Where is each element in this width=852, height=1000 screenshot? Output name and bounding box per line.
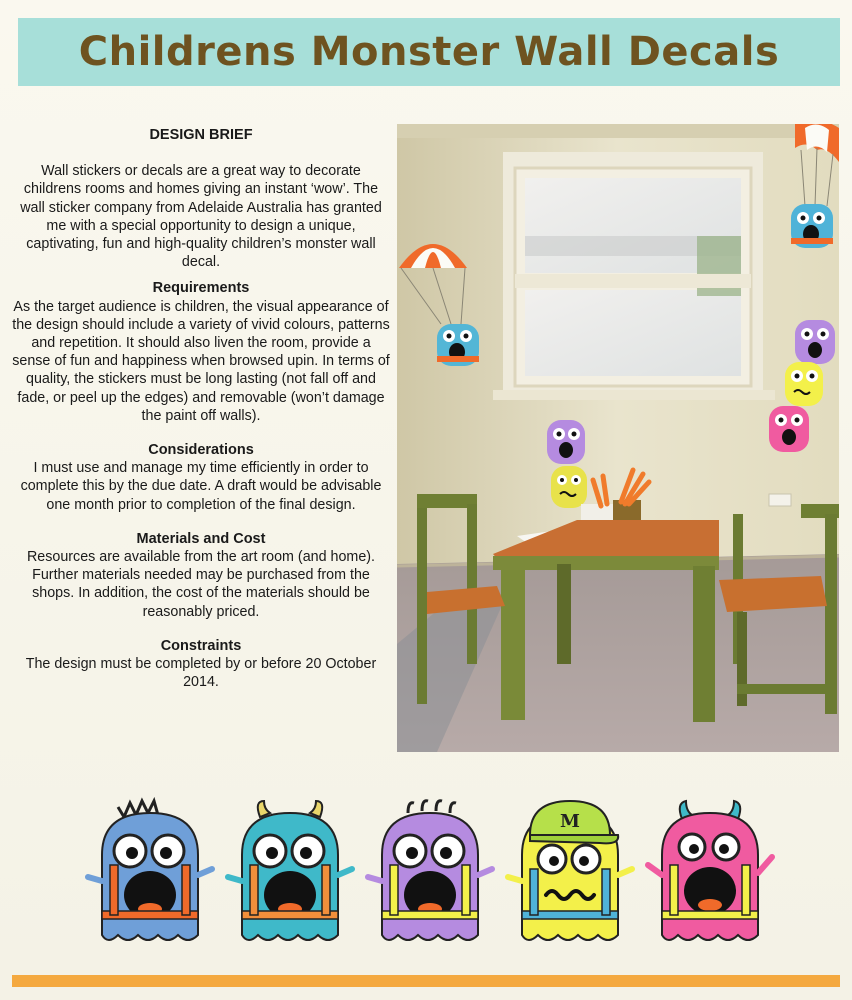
constraints-heading: Constraints bbox=[160, 637, 242, 654]
room-photo bbox=[397, 124, 839, 752]
monster-purple bbox=[360, 795, 500, 955]
bottom-accent-bar bbox=[12, 975, 840, 987]
design-brief-heading: DESIGN BRIEF bbox=[149, 127, 253, 143]
page-title: Childrens Monster Wall Decals bbox=[78, 29, 780, 75]
cap-letter: M bbox=[560, 811, 580, 832]
monster-teal bbox=[220, 795, 360, 955]
monster-pink bbox=[640, 795, 780, 955]
constraints-text: The design must be completed by or before 20 October 2014. bbox=[25, 656, 377, 691]
design-brief-text: Wall stickers or decals are a great way to decorate childrens rooms and homes giving an instant ‘wow’. The wall sticker company from Adelaide Australia has granted me with a special opportunity to design a unique, captivating, fun and high-quality children’s monster wall decal. bbox=[20, 163, 382, 271]
monster-yellow bbox=[500, 795, 640, 955]
considerations-heading: Considerations bbox=[148, 442, 254, 459]
requirements-heading: Requirements bbox=[152, 280, 250, 297]
materials-heading: Materials and Cost bbox=[136, 530, 266, 547]
monster-lineup bbox=[80, 795, 780, 955]
requirements-text: As the target audience is children, the visual appearance of the design should include a variety of vivid colours, patterns and repetition. It should also liven the room, provide a sense of fun and happiness when browsed upin. In terms of quality, the stickers must be long lasting (not fall off and fade, or peel up the edges) and removable (won’t damage the paint off walls). bbox=[12, 298, 390, 424]
monster-blue bbox=[80, 795, 220, 955]
materials-text: Resources are available from the art room (and home). Further materials needed may be purchased from the shops. In addition, the cost of the materials should be reasonably priced. bbox=[26, 549, 376, 620]
design-brief-column bbox=[12, 126, 390, 691]
considerations-text: I must use and manage my time efficiently in order to complete this by the due date. A draft would be advisable one month prior to completion of the final design. bbox=[20, 460, 382, 513]
title-banner bbox=[18, 18, 840, 86]
